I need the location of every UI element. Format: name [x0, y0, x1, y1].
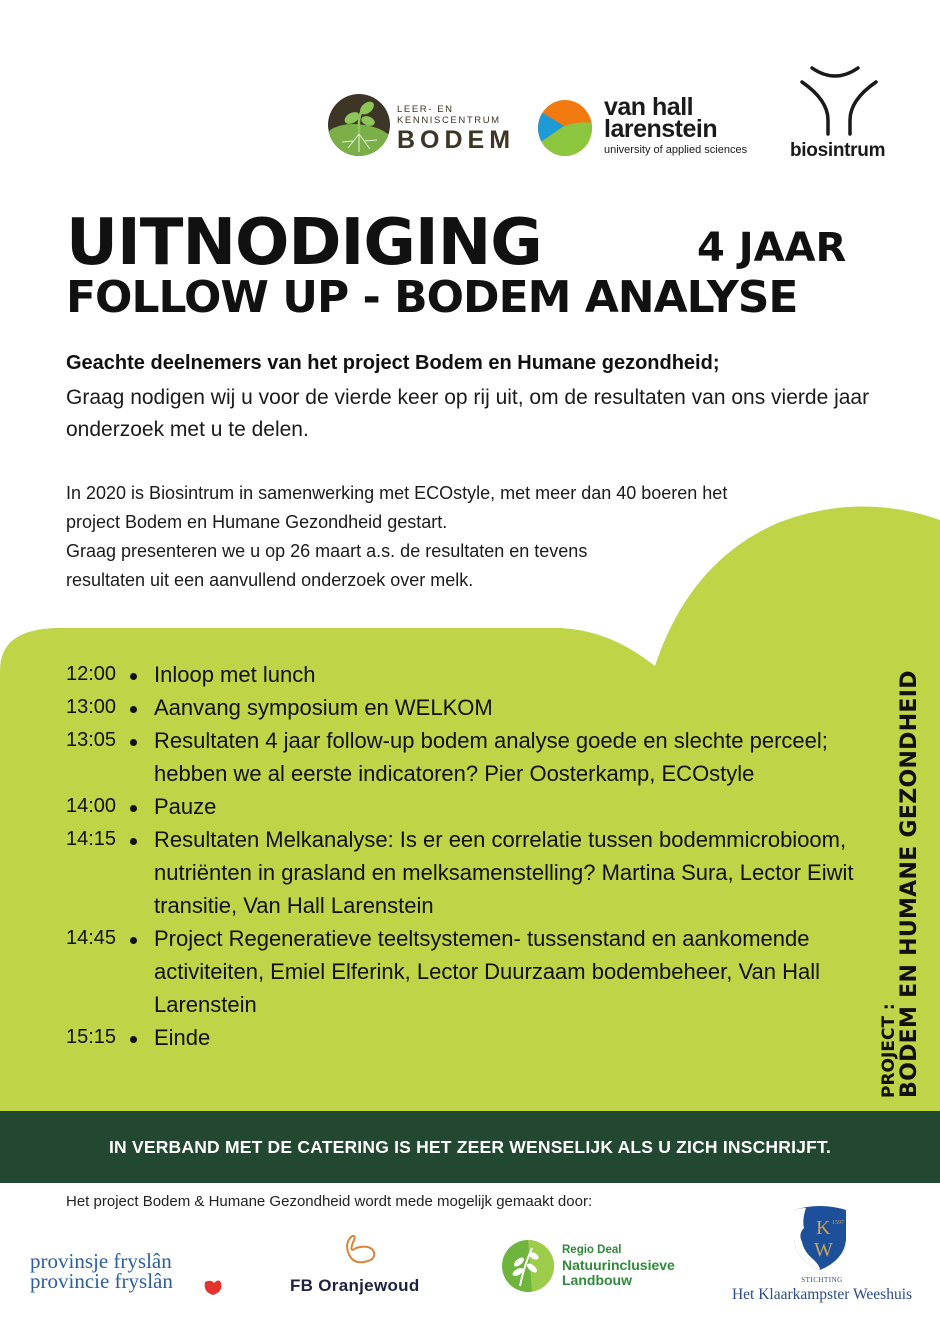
page-title: UITNODIGING: [66, 206, 542, 280]
svg-text:1597: 1597: [832, 1220, 844, 1226]
programme-schedule: [66, 658, 856, 1054]
bullet-icon: [126, 724, 154, 790]
svg-text:W: W: [814, 1239, 833, 1261]
vhl-logo-name: van hall larenstein: [604, 93, 718, 143]
biosintrum-y-icon: [790, 64, 890, 140]
schedule-item: [66, 1021, 856, 1054]
schedule-desc: Project Regeneratieve teeltsystemen- tussenstand en aankomende activiteiten, Emiel Elferink, Lector Duurzaam bodembeheer, Van Hall Larenstein: [154, 926, 821, 1017]
schedule-desc: Inloop met lunch: [154, 662, 316, 687]
project-paragraph: In 2020 is Biosintrum in samenwerking met ECOstyle, met meer dan 40 boeren het project Bodem en Humane Gezondheid gestart. Graag presenteren we u op 26 maart a.s. de resultaten en tevens resultaten uit een aanvullend onderzoek over melk.: [66, 483, 728, 590]
schedule-item: [66, 790, 856, 823]
schedule-item: [66, 823, 856, 922]
schedule-desc: Resultaten 4 jaar follow-up bodem analyse goede en slechte perceel; hebben we al eerste indicatoren? Pier Oosterkamp, ECOstyle: [154, 728, 828, 786]
intro-text: Graag nodigen wij u voor de vierde keer op rij uit, om de resultaten van ons vierde jaar onderzoek met u te delen.: [66, 386, 870, 441]
schedule-time: 14:15: [66, 828, 117, 850]
schedule-desc: Pauze: [154, 794, 217, 819]
schedule-time: 12:00: [66, 663, 117, 685]
sponsors-intro: Het project Bodem & Humane Gezondheid wordt mede mogelijk gemaakt door:: [66, 1193, 593, 1210]
logo-biosintrum: [790, 64, 890, 164]
schedule-desc: Resultaten Melkanalyse: Is er een correlatie tussen bodemmicrobioom, nutriënten in grasland en melksamenstelling? Martina Sura, Lector Eiwit transitie, Van Hall Larenstein: [154, 827, 854, 918]
schedule-item: [66, 658, 856, 691]
schedule-desc: Aanvang symposium en WELKOM: [154, 695, 493, 720]
page-subtitle: FOLLOW UP - BODEM ANALYSE: [66, 272, 798, 323]
fb-oranjewoud-swirl-icon: [290, 1232, 440, 1274]
bodem-logo-subtitle: LEER- EN KENNISCENTRUM: [397, 104, 501, 126]
svg-text:K: K: [816, 1217, 831, 1239]
registration-banner: IN VERBAND MET DE CATERING IS HET ZEER WENSELIJK ALS U ZICH INSCHRIJFT.: [0, 1111, 940, 1183]
project-side-label: [878, 640, 940, 1100]
logo-provincie-fryslan: provinsje fryslân provincie fryslân: [30, 1249, 173, 1293]
logo-van-hall-larenstein: [538, 93, 778, 160]
vhl-circle-icon: [538, 100, 592, 156]
bodem-logo-name: BODEM: [397, 126, 516, 154]
schedule-time: 13:05: [66, 729, 117, 751]
bullet-icon: [126, 1021, 154, 1054]
bullet-icon: [126, 658, 154, 691]
schedule-time: 14:00: [66, 795, 117, 817]
bullet-icon: [126, 823, 154, 922]
schedule-item: [66, 691, 856, 724]
bullet-icon: [126, 922, 154, 1021]
schedule-time: 14:45: [66, 927, 117, 949]
bullet-icon: [126, 790, 154, 823]
logo-leer-en-kenniscentrum-bodem: [328, 92, 523, 160]
vhl-logo-subtitle: university of applied sciences: [604, 144, 748, 156]
schedule-desc: Einde: [154, 1025, 211, 1050]
schedule-time: 13:00: [66, 696, 117, 718]
logo-fb-oranjewoud: FB Oranjewoud: [290, 1232, 440, 1302]
greeting: Geachte deelnemers van het project Bodem en Humane gezondheid;: [66, 352, 720, 374]
side-label-project-name: BODEM EN HUMANE GEZONDHEID: [897, 670, 922, 1098]
schedule-item: [66, 724, 856, 790]
bodem-plant-icon: [328, 94, 390, 156]
logo-klaarkampster-weeshuis: K W 1597 STICHTING Het Klaarkampster Weeshuis: [722, 1202, 922, 1312]
logo-regio-deal: Regio Deal Natuurinclusieve Landbouw: [502, 1240, 702, 1296]
heart-icon: [203, 1278, 223, 1296]
bullet-icon: [126, 691, 154, 724]
regio-leaf-icon: [502, 1240, 554, 1292]
side-label-prefix: PROJECT :: [879, 1003, 899, 1098]
kw-shield-icon: [790, 1204, 850, 1272]
schedule-time: 15:15: [66, 1026, 117, 1048]
schedule-item: [66, 922, 856, 1021]
biosintrum-logo-name: biosintrum: [790, 140, 886, 161]
years-label: 4 JAAR: [697, 225, 847, 271]
